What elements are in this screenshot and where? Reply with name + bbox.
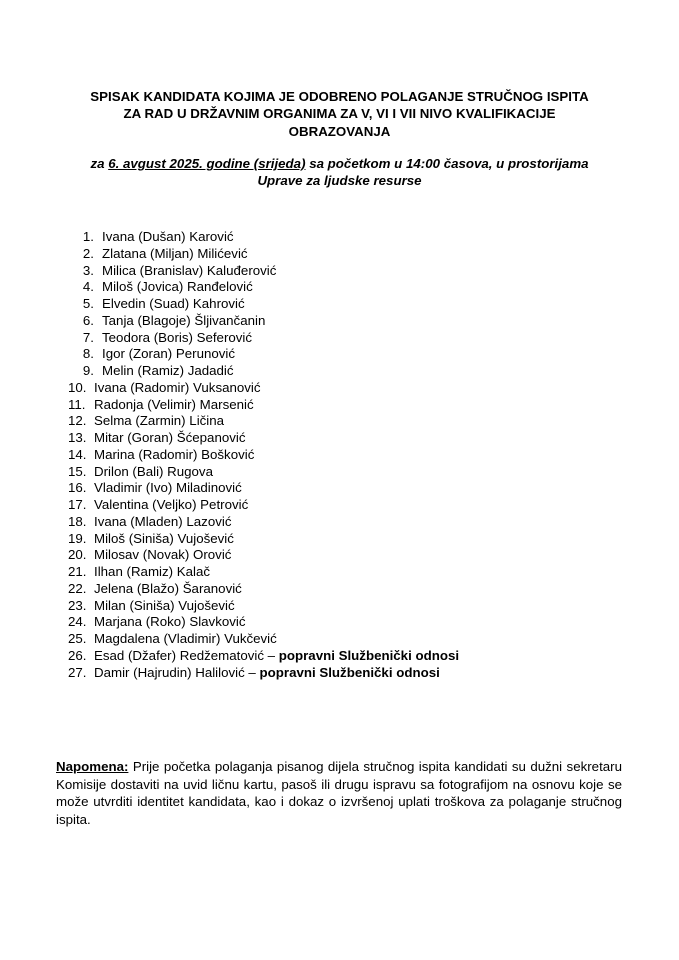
candidate-name: Milosav (Novak) Orović <box>94 547 232 563</box>
candidate-name: Elvedin (Suad) Kahrović <box>102 296 245 311</box>
candidate-list <box>68 229 459 681</box>
candidate-note-dash: – <box>244 664 260 680</box>
candidate-item <box>68 547 459 564</box>
candidate-name: Magdalena (Vladimir) Vukčević <box>94 631 277 646</box>
candidate-number: 8. <box>82 346 94 362</box>
candidate-item <box>68 564 459 581</box>
candidate-name: Marjana (Roko) Slavković <box>94 614 246 630</box>
candidate-item <box>68 380 459 397</box>
candidate-name: Vladimir (Ivo) Miladinović <box>94 480 242 496</box>
candidate-number: 19. <box>68 530 87 546</box>
candidate-name: Miloš (Siniša) Vujošević <box>94 530 234 546</box>
candidate-item <box>68 263 459 280</box>
candidate-number: 27. <box>68 664 87 680</box>
candidate-item <box>68 598 459 615</box>
title-line: SPISAK KANDIDATA KOJIMA JE ODOBRENO POLAGANJE STRUČNOG ISPITA <box>90 89 589 104</box>
candidate-name: Radonja (Velimir) Marsenić <box>94 396 254 412</box>
candidate-number: 12. <box>68 413 87 429</box>
exam-info-line-1 <box>60 155 619 172</box>
document-title <box>60 88 619 140</box>
candidate-name: Damir (Hajrudin) Halilović <box>94 664 245 680</box>
candidate-name: Igor (Zoran) Perunović <box>102 346 236 362</box>
candidate-item <box>68 363 459 380</box>
candidate-item <box>68 246 459 263</box>
candidate-item <box>68 229 459 246</box>
candidate-number: 22. <box>68 580 87 596</box>
candidate-number: 2. <box>82 245 94 261</box>
candidate-number: 18. <box>68 513 87 529</box>
candidate-number: 16. <box>68 480 87 496</box>
candidate-name: Ilhan (Ramiz) Kalač <box>94 564 211 579</box>
candidate-item <box>68 497 459 514</box>
candidate-item <box>68 614 459 631</box>
candidate-item <box>68 665 459 682</box>
candidate-name: Zlatana (Miljan) Milićević <box>102 245 248 261</box>
candidate-name: Ivana (Dušan) Karović <box>102 229 234 244</box>
candidate-name: Miloš (Jovica) Ranđelović <box>102 279 253 295</box>
candidate-item <box>68 330 459 347</box>
candidate-number: 20. <box>68 547 87 563</box>
candidate-number: 25. <box>68 631 87 646</box>
candidate-name: Mitar (Goran) Šćepanović <box>94 430 246 445</box>
napomena-text: Prije početka polaganja pisanog dijela stručnog ispita kandidati su dužni sekretaru Komisije dostaviti na uvid ličnu kartu, pasoš ili drugu ispravu sa fotografijom na osnovu koje se može utvrditi identitet kandidata, kao i dokaz o izvršenoj uplati troškova za polaganje stručnog ispita. <box>56 759 622 827</box>
candidate-item <box>68 313 459 330</box>
candidate-number: 13. <box>68 430 87 445</box>
candidate-name: Drilon (Bali) Rugova <box>94 463 213 479</box>
candidate-item <box>68 447 459 464</box>
candidate-item <box>68 413 459 430</box>
title-line: ZA RAD U DRŽAVNIM ORGANIMA ZA V, VI I VII NIVO KVALIFIKACIJE <box>123 106 556 122</box>
candidate-item <box>68 430 459 447</box>
candidate-item <box>68 279 459 296</box>
candidate-item <box>68 464 459 481</box>
candidate-number: 21. <box>68 564 87 579</box>
candidate-number: 4. <box>82 279 94 295</box>
candidate-item <box>68 514 459 531</box>
candidate-name: Jelena (Blažo) Šaranović <box>94 580 242 596</box>
candidate-name: Ivana (Mladen) Lazović <box>94 513 232 529</box>
candidate-number: 15. <box>68 463 87 479</box>
candidate-number: 1. <box>82 229 94 244</box>
candidate-number: 11. <box>68 396 86 412</box>
candidate-name: Marina (Radomir) Bošković <box>94 446 255 462</box>
candidate-item <box>68 480 459 497</box>
candidate-item <box>68 631 459 648</box>
candidate-name: Selma (Zarmin) Ličina <box>94 413 225 429</box>
candidate-number: 26. <box>68 647 87 663</box>
candidate-name: Ivana (Radomir) Vuksanović <box>94 379 261 395</box>
candidate-name: Tanja (Blagoje) Šljivančanin <box>102 312 266 328</box>
candidate-name: Teodora (Boris) Seferović <box>102 329 253 345</box>
candidate-name: Melin (Ramiz) Jadadić <box>102 363 234 378</box>
exam-info-prefix: za <box>90 156 109 171</box>
candidate-name: Milan (Siniša) Vujošević <box>94 597 235 613</box>
exam-info <box>60 155 619 190</box>
candidate-note: popravni Službenički odnosi <box>278 647 460 663</box>
title-line: OBRAZOVANJA <box>288 123 391 139</box>
candidate-item <box>68 581 459 598</box>
candidate-number: 23. <box>68 597 87 613</box>
candidate-number: 10. <box>68 379 87 395</box>
candidate-item <box>68 346 459 363</box>
exam-date: 6. avgust 2025. godine (srijeda) <box>108 156 306 171</box>
candidate-name: Esad (Džafer) Redžematović <box>94 647 264 663</box>
candidate-number: 5. <box>82 296 94 311</box>
napomena-label: Napomena: <box>56 759 129 774</box>
candidate-number: 17. <box>68 497 87 512</box>
napomena <box>56 758 622 828</box>
candidate-note: popravni Službenički odnosi <box>259 664 440 680</box>
candidate-name: Milica (Branislav) Kaluđerović <box>102 262 277 278</box>
candidate-number: 14. <box>68 446 87 462</box>
candidate-item <box>68 397 459 414</box>
candidate-number: 7. <box>82 329 94 345</box>
candidate-name: Valentina (Veljko) Petrović <box>94 497 249 512</box>
exam-info-rest: sa početkom u 14:00 časova, u prostorijama <box>305 156 589 171</box>
candidate-item <box>68 296 459 313</box>
candidate-number: 3. <box>82 262 94 278</box>
candidate-number: 6. <box>82 312 94 328</box>
candidate-note-dash: – <box>263 647 279 663</box>
candidate-number: 24. <box>68 614 87 630</box>
exam-location: Uprave za ljudske resurse <box>257 173 422 189</box>
candidate-item <box>68 648 459 665</box>
candidate-item <box>68 531 459 548</box>
candidate-number: 9. <box>82 363 94 378</box>
